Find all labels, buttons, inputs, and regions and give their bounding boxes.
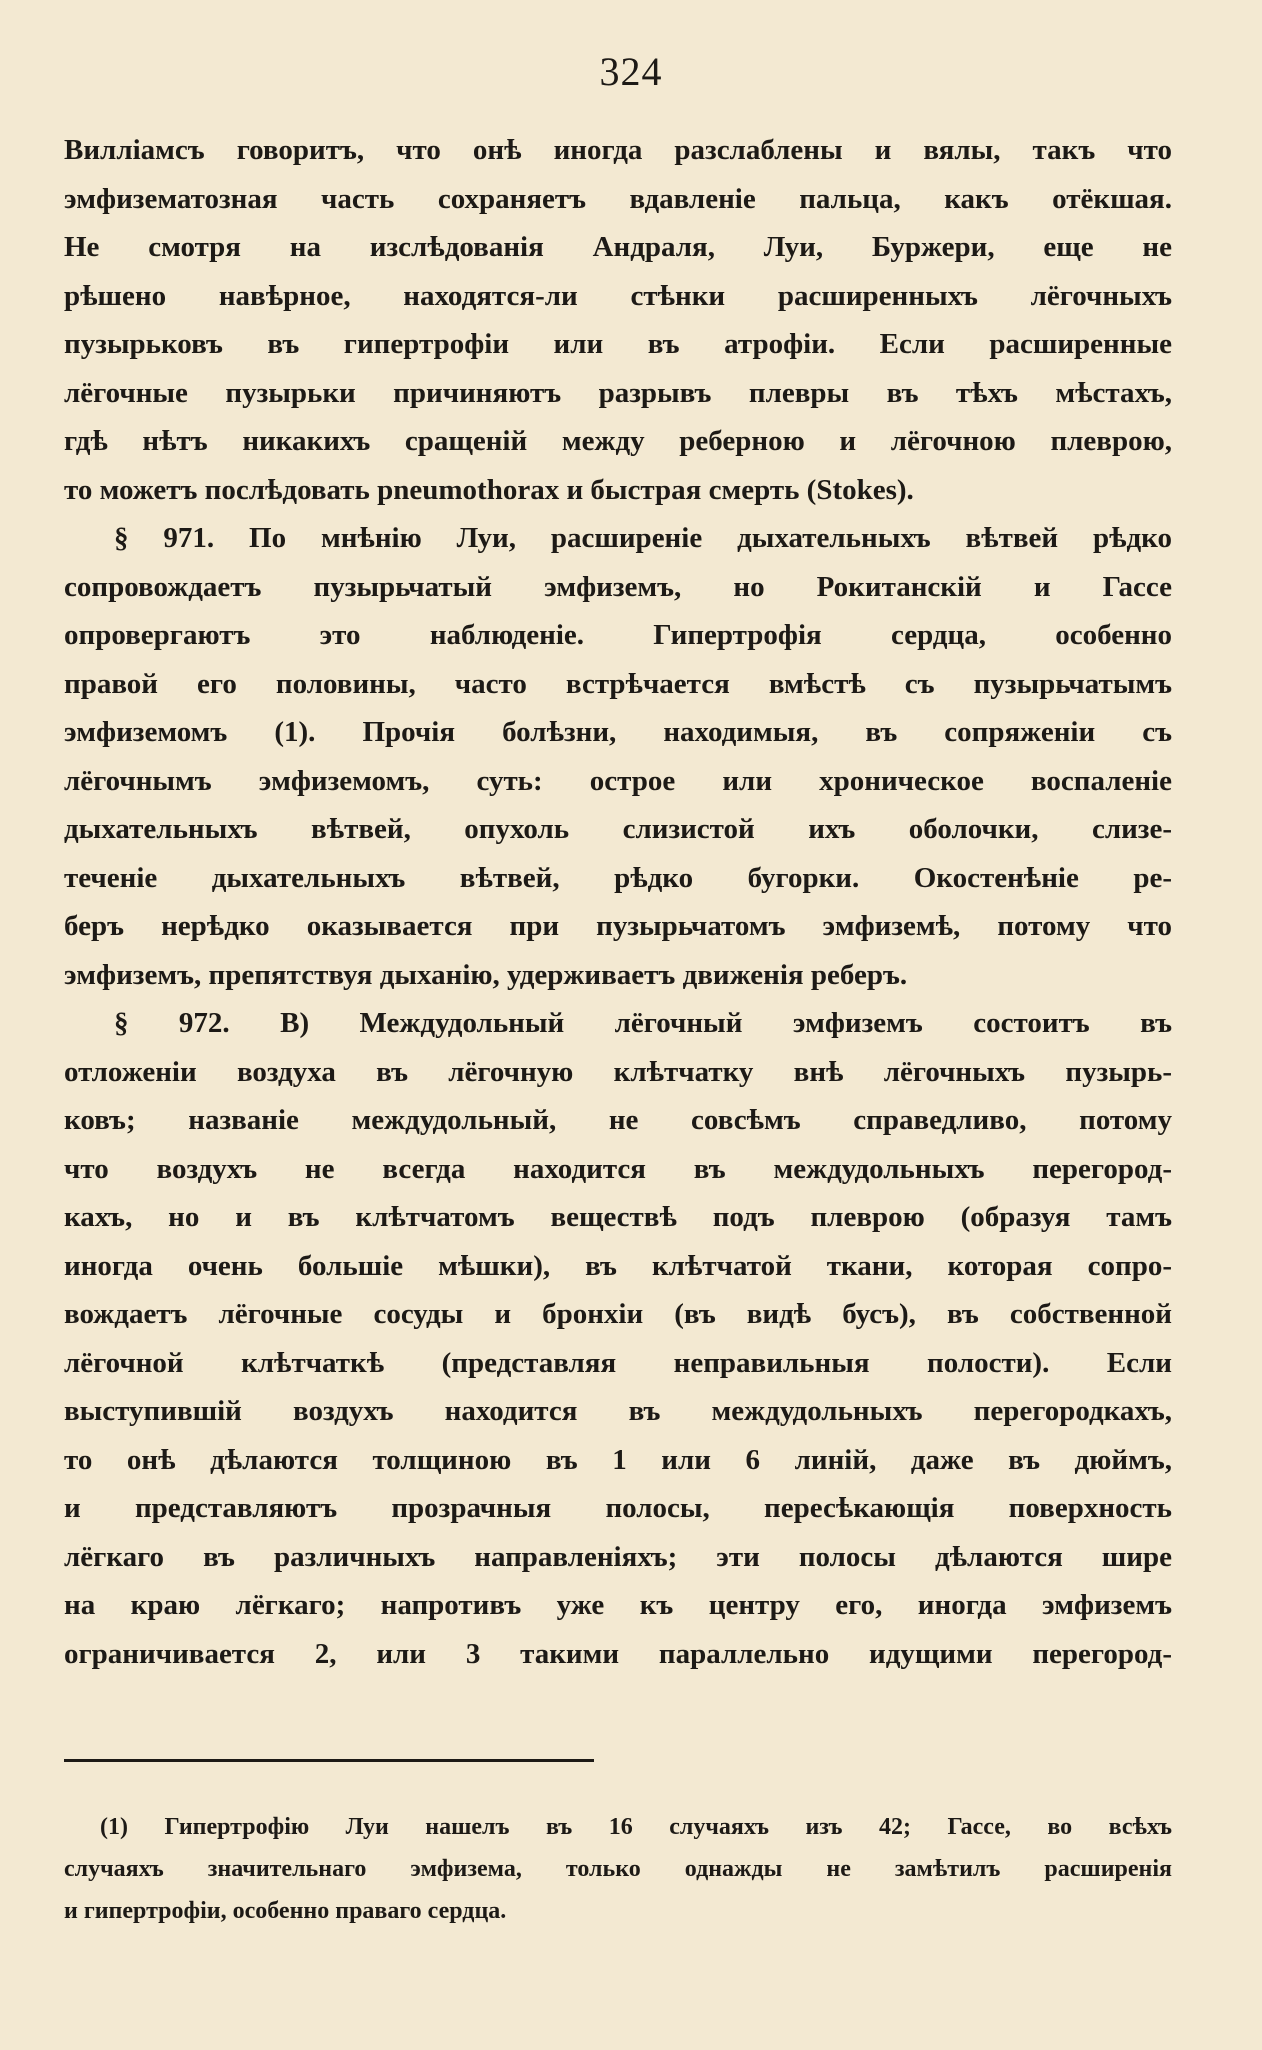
text-line: и представляютъ прозрачныя полосы, пересѣкающія поверхность xyxy=(64,1492,1172,1524)
text-line: эмфизематозная часть сохраняетъ вдавленіе пальца, какъ отёкшая. xyxy=(64,182,1172,215)
text-line: теченіе дыхательныхъ вѣтвей, рѣдко бугорки. Окостенѣніе ре- xyxy=(64,861,1172,894)
text-line: вождаетъ лёгочные сосуды и бронхіи (въ видѣ бусъ), въ собственной xyxy=(64,1298,1172,1330)
footnote-line: и гипертрофіи, особенно праваго сердца. xyxy=(64,1898,507,1924)
text-line: выступившій воздухъ находится въ междудольныхъ перегородкахъ, xyxy=(64,1395,1172,1427)
page-number: 324 xyxy=(599,49,663,94)
text-line: опровергаютъ это наблюденіе. Гипертрофія сердца, особенно xyxy=(64,619,1172,651)
text-line: ковъ; названіе междудольный, не совсѣмъ справедливо, потому xyxy=(64,1104,1172,1136)
text-line: Не смотря на изслѣдованія Андраля, Луи, Бурж​ери, еще не xyxy=(64,231,1172,263)
text-line: дыхательныхъ вѣтвей, опухоль слизистой ихъ оболочки, слизе- xyxy=(64,813,1172,845)
footnote-divider xyxy=(64,1759,594,1762)
text-line: лёгочные пузырьки причиняютъ разрывъ плевры въ тѣхъ мѣстахъ, xyxy=(64,376,1172,409)
text-line: правой его половины, часто встрѣчается вмѣстѣ съ пузырьчатымъ xyxy=(64,667,1172,700)
text-line: кахъ, но и въ клѣтчатомъ веществѣ подъ плеврою (образуя тамъ xyxy=(64,1201,1172,1233)
text-line: беръ нерѣдко оказывается при пузырьчатомъ эмфиземѣ, потому что xyxy=(64,910,1172,942)
footnote-line: (1) Гипертрофію Луи нашелъ въ 16 случаяхъ изъ 42; Гассе, во всѣхъ xyxy=(100,1814,1172,1840)
body-text xyxy=(64,126,1172,1678)
text-line: сопровождаетъ пузырьчатый эмфиземъ, но Рокитанскій и Гассе xyxy=(64,570,1172,603)
text-line: иногда очень большіе мѣшки), въ клѣтчатой ткани, которая сопро- xyxy=(64,1249,1172,1282)
text-line: пузырьковъ въ гипертрофіи или въ атрофіи. Если расширенные xyxy=(64,328,1172,360)
text-line: § 972. B) Междудольный лёгочный эмфиземъ состоитъ въ xyxy=(114,1007,1172,1039)
text-line: лёгочнымъ эмфиземомъ, суть: острое или хроническое воспаленіе xyxy=(64,764,1172,797)
text-line: отложеніи воздуха въ лёгочную клѣтчатку внѣ лёгочныхъ пузырь- xyxy=(64,1055,1172,1088)
text-line: ограничивается 2, или 3 такими параллельно идущими перегород- xyxy=(64,1637,1172,1670)
text-line: на краю лёгкаго; напротивъ уже къ центру его, иногда эмфиземъ xyxy=(64,1589,1172,1621)
footnote-line: случаяхъ значительнаго эмфизема, только однажды не замѣтилъ расширенія xyxy=(64,1856,1172,1882)
text-line: лёгочной клѣтчаткѣ (представляя неправильныя полости). Если xyxy=(64,1346,1172,1379)
text-line: эмфиземомъ (1). Прочія болѣзни, находимыя, въ сопряженіи съ xyxy=(64,716,1172,748)
footnote xyxy=(64,1806,1172,1932)
text-line: что воздухъ не всегда находится въ междудольныхъ перегород- xyxy=(64,1152,1172,1185)
text-line: гдѣ нѣтъ никакихъ сращеній между реберною и лёгочною плеврою, xyxy=(64,425,1172,457)
text-line: то онѣ дѣлаются толщиною въ 1 или 6 линій, даже въ дюймъ, xyxy=(64,1443,1172,1476)
text-line: лёгкаго въ различныхъ направленіяхъ; эти полосы дѣлаются шире xyxy=(64,1540,1172,1573)
text-line: § 971. По мнѣнію Луи, расширеніе дыхательныхъ вѣтвей рѣдко xyxy=(114,522,1172,554)
text-line: рѣшено навѣрное, находятся-ли стѣнки расширенныхъ лёгочныхъ xyxy=(64,279,1172,312)
text-line: Вилліамсъ говоритъ, что онѣ иногда разслаблены и вялы, такъ что xyxy=(64,134,1172,166)
text-line: то можетъ послѣдовать pneumothorax и быстрая смерть (Stokes). xyxy=(64,473,914,506)
text-line: эмфиземъ, препятствуя дыханію, удерживаетъ движенія реберъ. xyxy=(64,958,908,991)
